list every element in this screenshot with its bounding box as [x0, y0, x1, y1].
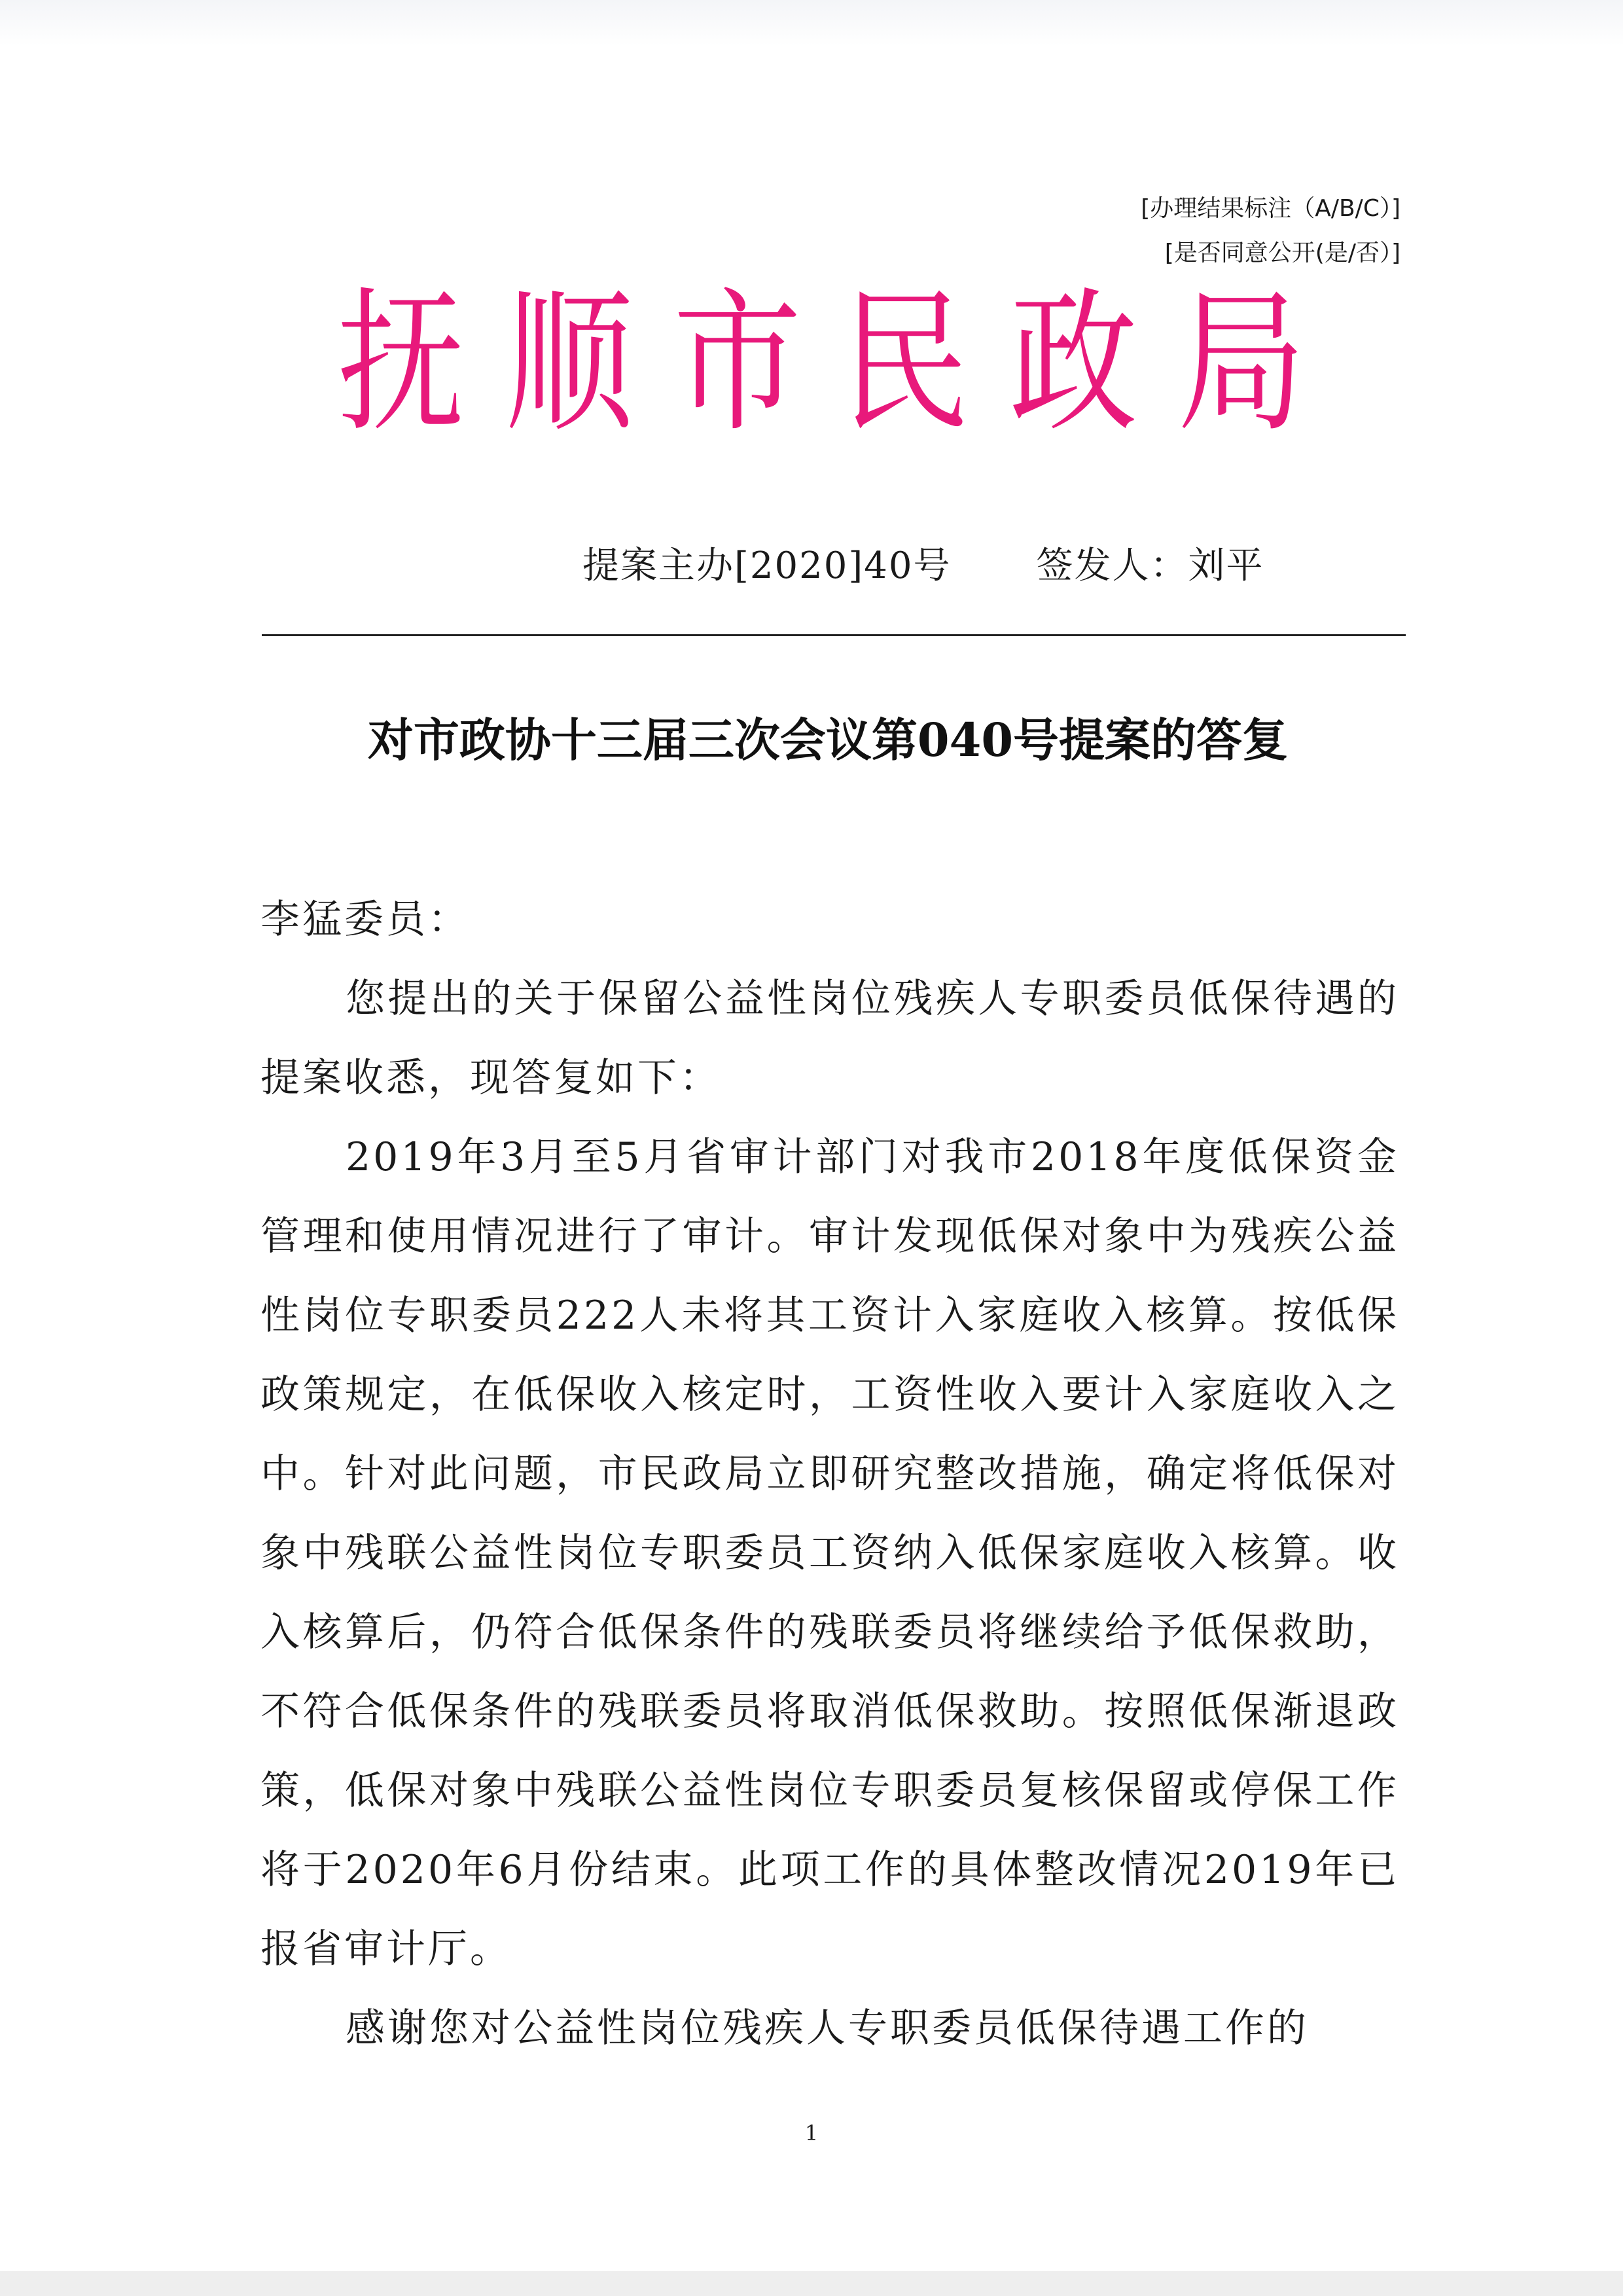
document-title: 对市政协十三届三次会议第040号提案的答复 — [367, 713, 1289, 767]
masthead-char: 民 — [841, 274, 970, 454]
paragraph: 感谢您对公益性岗位残疾人专职委员低保待遇工作的 — [346, 2005, 1309, 2051]
scan-edge-bottom — [0, 2271, 1623, 2296]
masthead — [337, 256, 1306, 454]
public-mark: [是否同意公开(是/否）] — [1164, 240, 1400, 266]
result-mark: [办理结果标注（A/B/C）] — [1141, 195, 1400, 222]
paragraph: 您提出的关于保留公益性岗位残疾人专职委员低保待遇的提案收悉，现答复如下： — [260, 976, 1399, 1101]
scan-edge-top — [0, 0, 1623, 46]
header-rule — [262, 634, 1406, 636]
salutation: 李猛委员： — [260, 897, 470, 942]
masthead-char: 市 — [673, 274, 802, 454]
signer: 签发人：刘平 — [1036, 545, 1264, 587]
masthead-char: 局 — [1177, 274, 1306, 454]
masthead-char: 抚 — [337, 274, 466, 454]
doc-number: 提案主办[2020]40号 — [582, 545, 952, 587]
masthead-char: 政 — [1009, 274, 1138, 454]
document-body — [260, 880, 1399, 2068]
page-number: 1 — [804, 2121, 819, 2145]
masthead-char: 顺 — [505, 274, 633, 454]
doc-info-line — [582, 537, 1264, 589]
paragraph: 2019年3月至5月省审计部门对我市2018年度低保资金管理和使用情况进行了审计。审计发现低保对象中为残疾公益性岗位专职委员222人未将其工资计入家庭收入核算。按低保政策规定，在低保收入核定时，工资性收入要计入家庭收入之中。针对此问题，市民政局立即研究整改措施，确定将低保对象中残联公益性岗位专职委员工资纳入低保家庭收入核算。收入核算后，仍符合低保条件的残联委员将继续给予低保救助，不符合低保条件的残联委员将取消低保救助。按照低保渐退政策，低保对象中残联公益性岗位专职委员复核保留或停保工作将于2020年6月份结束。此项工作的具体整改情况2019年已报省审计厅。 — [260, 1134, 1399, 1972]
